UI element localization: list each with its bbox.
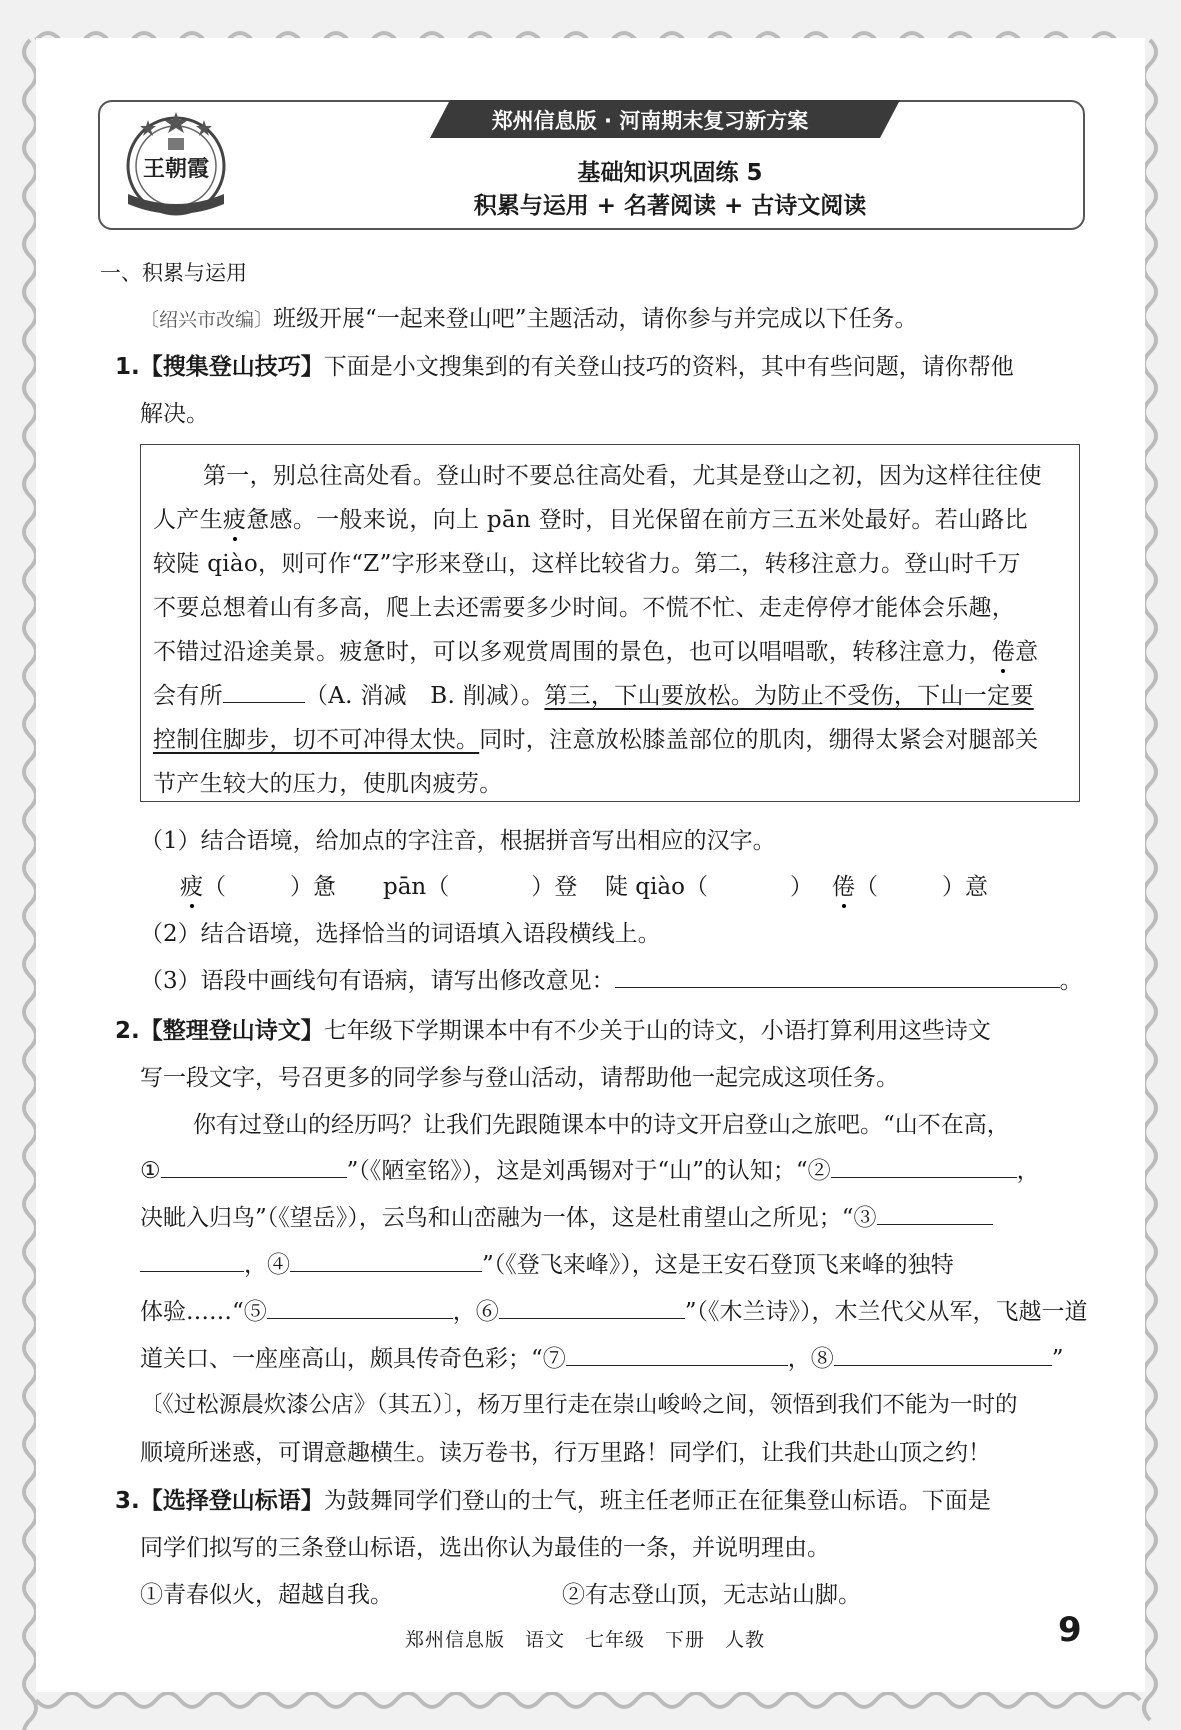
q2-text: ，④: [244, 1252, 290, 1278]
passage-line: 节产生较大的压力，使肌肉疲劳。: [153, 771, 503, 797]
passage-text: 惫感。一般来说，向上 pān 登时，目光保留在前方三五米处最好。若山路比: [246, 507, 1028, 533]
q1-sub2: （2）结合语境，选择恰当的词语填入语段横线上。: [140, 921, 661, 947]
q2-para-line: [140, 1293, 1088, 1326]
q1-text: 下面是小文搜集到的有关登山技巧的资料，其中有些问题，请你帮他: [323, 354, 1014, 380]
q1-number: 1.: [115, 354, 140, 380]
punct: 。: [1059, 968, 1083, 994]
q2-text: 道关口、一座座高山，颇具传奇色彩；“⑦: [140, 1346, 566, 1372]
answer-paren: （: [855, 874, 878, 900]
intro-text: 班级开展“一起来登山吧”主题活动，请你参与并完成以下任务。: [273, 306, 918, 332]
passage-line: [153, 677, 1034, 710]
q2-para-line: 〔《过松源晨炊漆公店》（其五）〕，杨万里行走在崇山峻岭之间，领悟到我们不能为一时的: [140, 1392, 1018, 1418]
q2-text: ，⑥: [452, 1299, 499, 1325]
passage-line: [153, 721, 1038, 754]
answer-blank-5[interactable]: [267, 1296, 453, 1319]
q2-text: ”（《陋室铭》），这是刘禹锡对于“山”的认知；“②: [346, 1158, 831, 1184]
passage-text: 不错过沿途美景。疲惫时，可以多观赏周围的景色，也可以唱唱歌，转移注意力，: [153, 639, 992, 665]
answer-blank-2[interactable]: [831, 1155, 1017, 1178]
q2-header: [115, 1012, 991, 1045]
footer-edition: 郑州信息版 语文 七年级 下册 人教: [405, 1629, 766, 1651]
header-banner-text: 郑州信息版 · 河南期末复习新方案: [491, 109, 809, 133]
slogan-option-2: ②有志登山顶，无志站山脚。: [562, 1582, 861, 1608]
answer-paren: ）登: [531, 874, 578, 900]
answer-paren: ）惫: [290, 874, 336, 900]
passage-text: （A. 消减 B. 削减）。: [304, 683, 545, 709]
answer-blank-3[interactable]: [877, 1202, 993, 1225]
answer-blank-8[interactable]: [834, 1343, 1052, 1366]
q2-text-cont: 写一段文字，号召更多的同学参与登山活动，请帮助他一起完成这项任务。: [140, 1065, 899, 1091]
q2-text: ”（《登飞来峰》），这是王安石登顶飞来峰的独特: [482, 1252, 954, 1278]
q1-sub3-text: （3）语段中画线句有语病，请写出修改意见：: [140, 968, 615, 994]
answer-paren: 陡 qiào（: [605, 874, 708, 900]
q2-number: 2.: [115, 1018, 140, 1044]
q3-number: 3.: [115, 1488, 140, 1514]
q1-sub1-answers: [832, 868, 988, 901]
passage-line: 较陡 qiào，则可作“Z”字形来登山，这样比较省力。第二，转移注意力。登山时千万: [153, 551, 1021, 577]
intro-line: [140, 300, 918, 333]
dotted-char-juan: 倦: [991, 639, 1016, 665]
answer-blank-6[interactable]: [499, 1296, 685, 1319]
q2-text: ，⑧: [787, 1346, 834, 1372]
q3-text: 为鼓舞同学们登山的士气，班主任老师正在征集登山标语。下面是: [323, 1488, 991, 1514]
passage-line: 第一，别总往高处看。登山时不要总往高处看，尤其是登山之初，因为这样往往使: [203, 463, 1042, 489]
answer-paren: ）意: [942, 874, 988, 900]
q1-sub3: [140, 962, 1083, 995]
answer-blank[interactable]: [615, 965, 1060, 988]
q2-para-line: [140, 1199, 993, 1232]
q3-header: [115, 1482, 991, 1515]
passage-line: [153, 501, 1028, 534]
answer-blank-3-cont[interactable]: [140, 1249, 244, 1272]
q2-para-line: [140, 1152, 1040, 1185]
passage-text: 同时，注意放松膝盖部位的肌肉，绷得太紧会对腿部关: [479, 727, 1039, 753]
answer-char: 倦: [832, 874, 855, 900]
q1-text-cont: 解决。: [140, 401, 209, 427]
punct: ，: [1016, 1158, 1040, 1184]
q1-header: [115, 348, 1014, 381]
answer-paren: （: [203, 874, 226, 900]
passage-text: 会有所: [153, 683, 223, 709]
slogan-option-1: ①青春似火，超越自我。: [140, 1582, 393, 1608]
q1-sub1-answers: [383, 868, 577, 901]
answer-char: 疲: [180, 874, 203, 900]
answer-paren: pān（: [383, 874, 450, 900]
page-number: 9: [1058, 1610, 1082, 1650]
page-title: 基础知识巩固练 5: [577, 160, 763, 186]
passage-line: 不要总想着山有多高，爬上去还需要多少时间。不慌不忙、走走停停才能体会乐趣，: [153, 595, 1016, 621]
q3-text-cont: 同学们拟写的三条登山标语，选出你认为最佳的一条，并说明理由。: [140, 1535, 830, 1561]
header-box: [98, 100, 1085, 230]
underlined-sentence: 控制住脚步，切不可冲得太快。: [153, 727, 480, 753]
answer-blank-7[interactable]: [566, 1343, 788, 1366]
source-note: 〔绍兴市改编〕: [140, 309, 274, 331]
passage-line: [153, 633, 1038, 666]
q1-sub1-answers: [180, 868, 336, 901]
q1-sub1: （1）结合语境，给加点的字注音，根据拼音写出相应的汉字。: [140, 828, 776, 854]
q2-text: ”（《木兰诗》），木兰代父从军，飞越一道: [684, 1299, 1088, 1325]
page-subtitle: 积累与运用 + 名著阅读 + 古诗文阅读: [473, 193, 867, 219]
answer-blank-4[interactable]: [290, 1249, 482, 1272]
reading-passage-box: [140, 444, 1080, 802]
q2-text: 体验……“⑤: [140, 1299, 267, 1325]
q3-tag: 【选择登山标语】: [139, 1488, 324, 1514]
passage-text: 意: [1015, 639, 1039, 665]
fill-blank[interactable]: [223, 680, 305, 703]
passage-text: 人产生: [153, 507, 223, 533]
q1-sub1-answers: [605, 868, 813, 901]
q2-para-line: 顺境所迷惑，可谓意趣横生。读万卷书，行万里路！同学们，让我们共赴山顶之约！: [140, 1440, 991, 1466]
section-title: 一、积累与运用: [100, 261, 247, 285]
dotted-char-pi: 疲: [222, 507, 247, 533]
answer-blank-1[interactable]: [161, 1155, 347, 1178]
q2-text: 决眦入归鸟”（《望岳》），云鸟和山峦融为一体，这是杜甫望山之所见；“③: [140, 1205, 877, 1231]
q2-text: 七年级下学期课本中有不少关于山的诗文，小语打算利用这些诗文: [323, 1018, 991, 1044]
q1-tag: 【搜集登山技巧】: [139, 354, 324, 380]
q2-text: ”: [1051, 1346, 1064, 1372]
answer-paren: ）: [789, 874, 813, 900]
q2-tag: 【整理登山诗文】: [139, 1018, 324, 1044]
publisher-logo: [118, 108, 234, 220]
underlined-sentence: 第三，下山要放松。为防止不受伤，下山一定要: [544, 683, 1034, 709]
q2-para-line: 你有过登山的经历吗？让我们先跟随课本中的诗文开启登山之旅吧。“山不在高，: [193, 1112, 1010, 1138]
blank-number: ①: [140, 1158, 161, 1184]
q2-para-line: [140, 1340, 1064, 1373]
logo-text: 王朝霞: [142, 156, 210, 182]
q2-para-line: [140, 1246, 954, 1279]
